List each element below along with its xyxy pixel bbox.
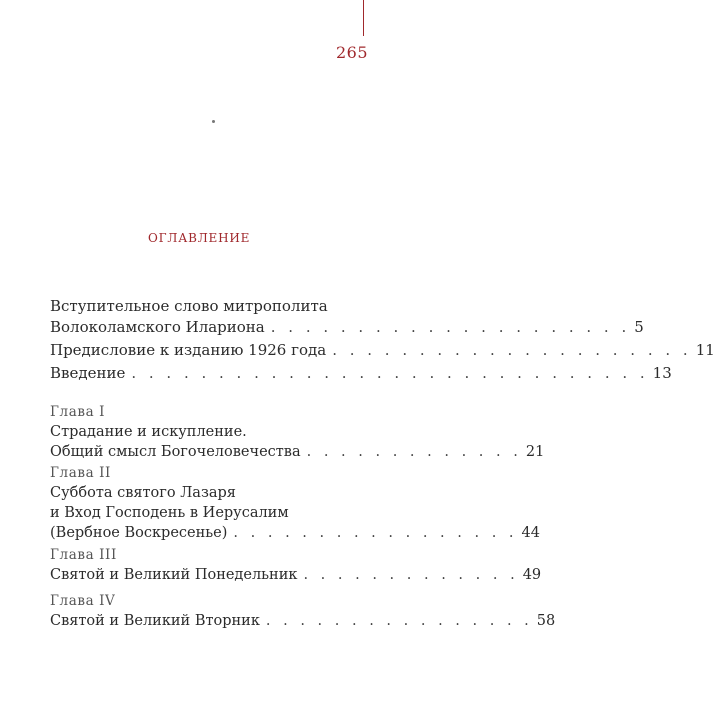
chapter-label: Глава IV — [50, 593, 116, 609]
page-number: 265 — [336, 43, 369, 62]
toc-heading: ОГЛАВЛЕНИЕ — [148, 231, 251, 245]
leader-dots: . . . . . . . . . . . . . . . . . — [233, 525, 518, 541]
leader-dots: . . . . . . . . . . . . . — [306, 444, 522, 460]
toc-entry-preface-1926 — [50, 340, 715, 361]
toc-page-number: 21 — [525, 444, 545, 460]
toc-page-number: 5 — [634, 318, 644, 336]
toc-chapter-3 — [50, 545, 542, 585]
toc-page-number: 44 — [521, 525, 540, 541]
leader-dots: . . . . . . . . . . . . . . . . . . . . . — [332, 341, 692, 359]
chapter-title-line: и Вход Господень в Иерусалим — [50, 505, 289, 521]
toc-entry-text: Волоколамского Илариона — [50, 318, 265, 336]
chapter-title-line: Святой и Великий Понедельник — [50, 567, 298, 583]
chapter-title-line: (Вербное Воскресенье) — [50, 525, 228, 541]
leader-dots: . . . . . . . . . . . . . . . . — [265, 613, 533, 629]
chapter-title-line: Страдание и искупление. — [50, 424, 247, 440]
toc-entry-text: Введение — [50, 364, 126, 382]
toc-entry-text: Предисловие к изданию 1926 года — [50, 341, 327, 359]
chapter-title-line: Общий смысл Богочеловечества — [50, 444, 301, 460]
chapter-title-line: Святой и Великий Вторник — [50, 613, 260, 629]
chapter-label: Глава I — [50, 404, 106, 420]
leader-dots: . . . . . . . . . . . . . — [303, 567, 519, 583]
top-rule — [363, 0, 364, 36]
toc-page-number: 13 — [652, 364, 672, 382]
leader-dots: . . . . . . . . . . . . . . . . . . . . . . . . . . . . . . — [131, 364, 649, 382]
toc-chapter-2 — [50, 463, 540, 543]
toc-page-number: 58 — [536, 613, 556, 629]
toc-page-number: 49 — [522, 567, 542, 583]
toc-chapter-1 — [50, 402, 545, 462]
toc-entry-introduction — [50, 363, 672, 384]
chapter-label: Глава II — [50, 465, 111, 481]
toc-page-number: 11 — [695, 341, 715, 359]
chapter-label: Глава III — [50, 547, 117, 563]
toc-entry-foreword-metropolitan — [50, 296, 644, 338]
toc-chapter-4 — [50, 591, 556, 631]
chapter-title-line: Суббота святого Лазаря — [50, 485, 236, 501]
print-speck — [212, 120, 215, 123]
toc-entry-text: Вступительное слово митрополита — [50, 297, 328, 315]
leader-dots: . . . . . . . . . . . . . . . . . . . . . — [270, 318, 631, 336]
